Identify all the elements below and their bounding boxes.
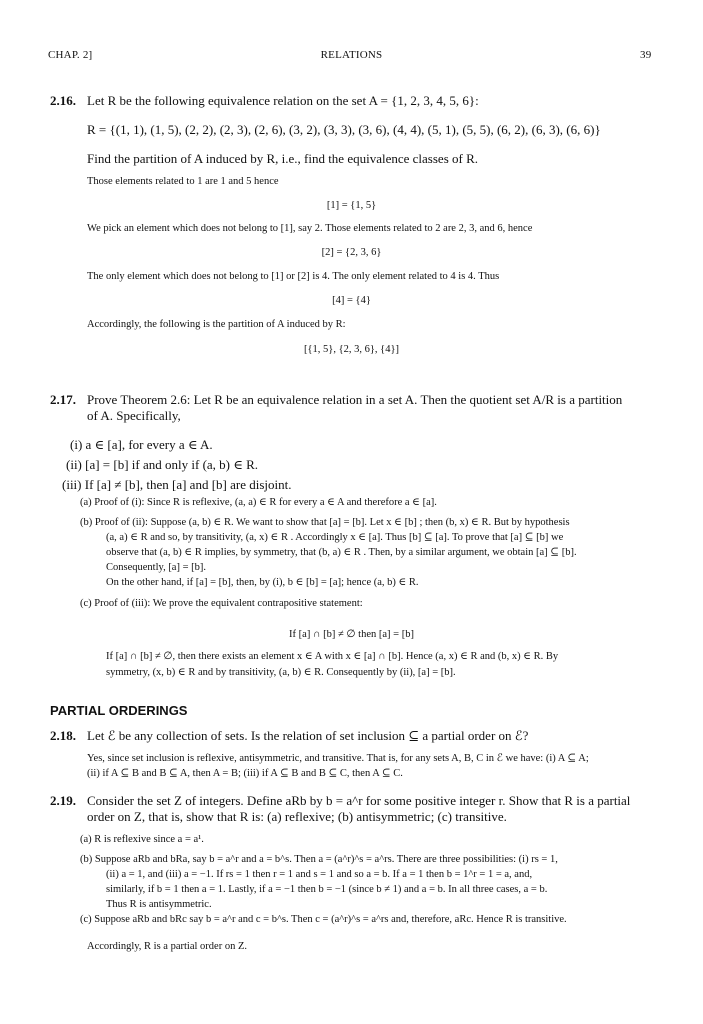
proof-text: similarly, if b = 1 then a = 1. Lastly, if a = −1 then b = −1 (since b ≠ 1) and a = b. In all three cases, a = b. (106, 884, 548, 895)
relation-set: R = {(1, 1), (1, 5), (2, 2), (2, 3), (2, 6), (3, 2), (3, 3), (3, 6), (4, 4), (5, 1), (5, 5), (6, 2), (6, 3), (6, 6)} (87, 122, 601, 137)
equation: If [a] ∩ [b] ≠ ∅ then [a] = [b] (289, 629, 414, 640)
solution-text: We pick an element which does not belong to [1], say 2. Those elements related to 2 are 2, 3, and 6, hence (87, 223, 533, 234)
proof-text: (a) R is reflexive since a = a¹. (80, 834, 204, 845)
proof-text: (a) Proof of (i): Since R is reflexive, (a, a) ∈ R for every a ∈ A and therefore a ∈ [a]. (80, 497, 437, 508)
equation: [4] = {4} (332, 295, 371, 306)
solution-text: The only element which does not belong to [1] or [2] is 4. The only element related to 4 is 4. Thus (87, 271, 500, 282)
proof-text: If [a] ∩ [b] ≠ ∅, then there exists an element x ∈ A with x ∈ [a] ∩ [b]. Hence (a, x) ∈ R and (b, x) ∈ R. By (106, 651, 559, 662)
equation: [2] = {2, 3, 6} (321, 247, 382, 258)
proof-text: (c) Proof of (iii): We prove the equivalent contrapositive statement: (80, 598, 363, 609)
proof-text: symmetry, (x, b) ∈ R and by transitivity, (a, b) ∈ R. Consequently by (ii), [a] = [b]. (106, 667, 456, 678)
list-item: (ii) [a] = [b] if and only if (a, b) ∈ R. (66, 457, 259, 472)
proof-text: (a, a) ∈ R and so, by transitivity, (a, x) ∈ R . Accordingly x ∈ [a]. Thus [b] ⊆ [a]. To prove that [a] ⊆ [b] we (106, 532, 564, 543)
solution-text: Yes, since set inclusion is reflexive, antisymmetric, and transitive. That is, for any sets A, B, C in ℰ we have: (i) A ⊆ A; (87, 753, 589, 764)
problem-number: 2.19. (50, 793, 76, 808)
proof-text: observe that (a, b) ∈ R implies, by symmetry, that (b, a) ∈ R . Then, by a similar argument, we obtain [a] ⊆ [b]. (106, 547, 577, 558)
problem-text: Prove Theorem 2.6: Let R be an equivalence relation in a set A. Then the quotient set A/R is a partition (87, 392, 623, 407)
proof-text: On the other hand, if [a] = [b], then, by (i), b ∈ [b] = [a]; hence (a, b) ∈ R. (106, 577, 419, 588)
problem-text: order on Z, that is, show that R is: (a) reflexive; (b) antisymmetric; (c) transitive. (87, 809, 507, 824)
proof-text: Consequently, [a] = [b]. (106, 562, 207, 573)
conclusion-text: Accordingly, R is a partial order on Z. (87, 941, 247, 952)
problem-number: 2.16. (50, 93, 76, 108)
equation: [{1, 5}, {2, 3, 6}, {4}] (304, 344, 399, 355)
proof-text: (b) Suppose aRb and bRa, say b = a^r and a = b^s. Then a = (a^r)^s = a^rs. There are three possibilities: (i) rs = 1, (80, 854, 558, 865)
problem-number: 2.17. (50, 392, 76, 407)
running-title: RELATIONS (320, 49, 383, 61)
solution-text: (ii) if A ⊆ B and B ⊆ A, then A = B; (iii) if A ⊆ B and B ⊆ C, then A ⊆ C. (87, 768, 403, 779)
problem-number: 2.18. (50, 728, 76, 743)
proof-text: (b) Proof of (ii): Suppose (a, b) ∈ R. We want to show that [a] = [b]. Let x ∈ [b] ; then (b, x) ∈ R. But by hypothesis (80, 517, 570, 528)
page-number: 39 (640, 49, 652, 61)
proof-text: (c) Suppose aRb and bRc say b = a^r and c = b^s. Then c = (a^r)^s = a^rs and, therefore, aRc. Hence R is transitive. (80, 914, 567, 925)
section-heading: PARTIAL ORDERINGS (50, 703, 188, 718)
proof-text: (ii) a = 1, and (iii) a = −1. If rs = 1 then r = 1 and s = 1 and so a = b. If a = 1 then b = 1^r = 1 = a, and, (106, 869, 533, 880)
solution-text: Those elements related to 1 are 1 and 5 hence (87, 176, 279, 187)
problem-text: Let R be the following equivalence relation on the set A = {1, 2, 3, 4, 5, 6}: (87, 93, 479, 108)
list-item: (iii) If [a] ≠ [b], then [a] and [b] are disjoint. (62, 477, 292, 492)
problem-text: Consider the set Z of integers. Define aRb by b = a^r for some positive integer r. Show that R is a partial (87, 793, 631, 808)
problem-text: Find the partition of A induced by R, i.e., find the equivalence classes of R. (87, 151, 479, 166)
solution-text: Accordingly, the following is the partition of A induced by R: (87, 319, 346, 330)
problem-text: of A. Specifically, (87, 408, 181, 423)
list-item: (i) a ∈ [a], for every a ∈ A. (70, 437, 213, 452)
problem-text: Let ℰ be any collection of sets. Is the relation of set inclusion ⊆ a partial order on ℰ? (87, 728, 529, 743)
equation: [1] = {1, 5} (326, 200, 377, 211)
chapter-label: CHAP. 2] (48, 49, 93, 61)
proof-text: Thus R is antisymmetric. (106, 899, 212, 910)
